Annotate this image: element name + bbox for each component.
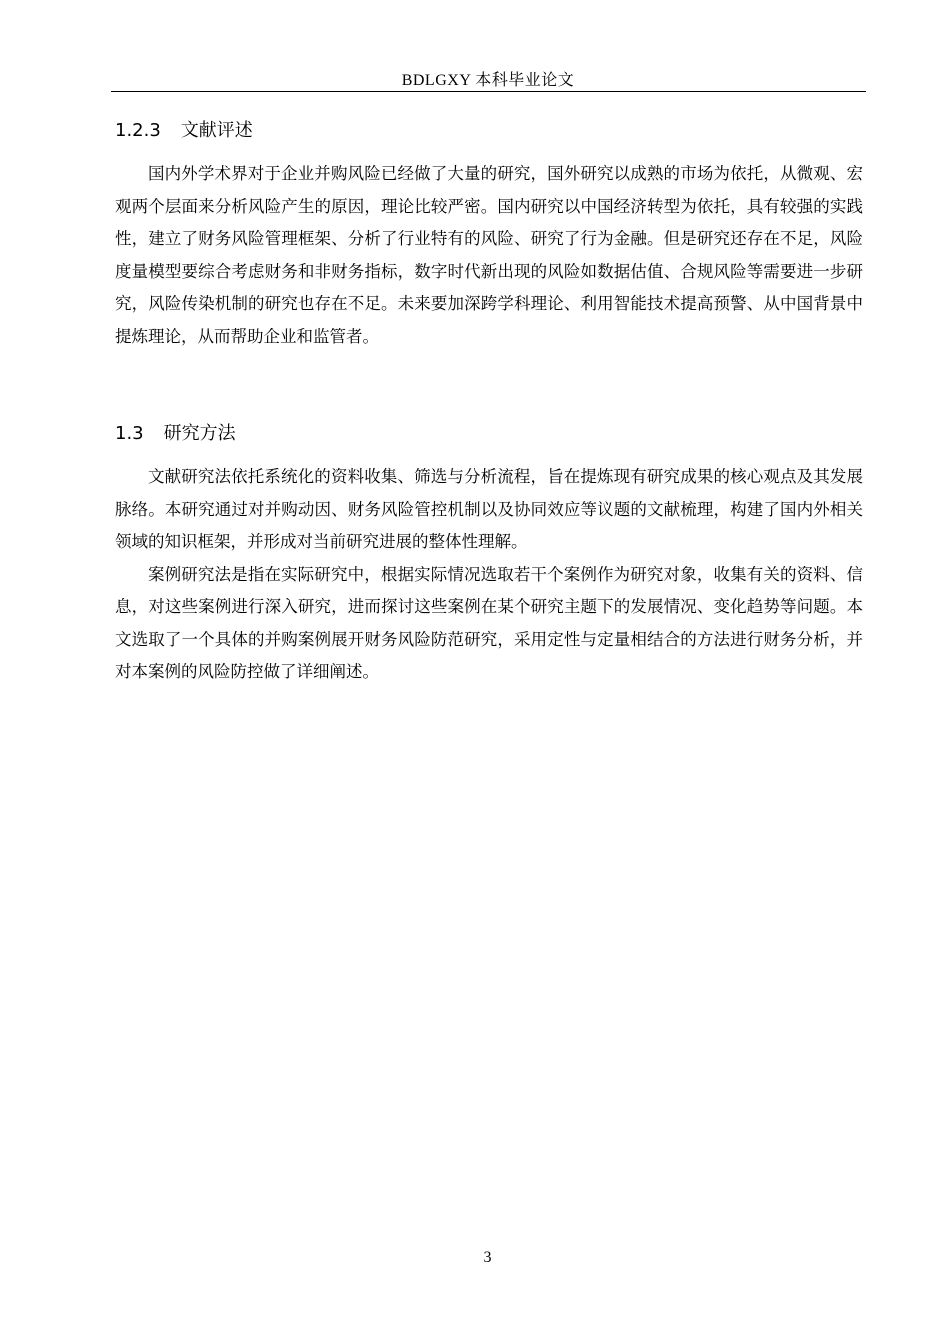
section-title: 研究方法 [163,423,236,444]
section-body-1-2-3 [115,158,863,353]
paragraph: 国内外学术界对于企业并购风险已经做了大量的研究，国外研究以成熟的市场为依托，从微观、宏观两个层面来分析风险产生的原因，理论比较严密。国内研究以中国经济转型为依托，具有较强的实践性，建立了财务风险管理框架、分析了行业特有的风险、研究了行为金融。但是研究还存在不足，风险度量模型要综合考虑财务和非财务指标，数字时代新出现的风险如数据估值、合规风险等需要进一步研究，风险传染机制的研究也存在不足。未来要加深跨学科理论、利用智能技术提高预警、从中国背景中提炼理论，从而帮助企业和监管者。 [115,164,863,346]
paragraph: 文献研究法依托系统化的资料收集、筛选与分析流程，旨在提炼现有研究成果的核心观点及其发展脉络。本研究通过对并购动因、财务风险管控机制以及协同效应等议题的文献梳理，构建了国内外相关领域的知识框架，并形成对当前研究进展的整体性理解。 [115,467,863,551]
page-number: 3 [483,1249,492,1266]
running-header: BDLGXY 本科毕业论文 [401,72,575,89]
section-number: 1.2.3 [115,120,161,141]
header-rule [111,91,866,92]
section-heading-1-2-3 [115,119,253,143]
section-number: 1.3 [115,423,144,444]
section-body-1-3 [115,461,863,689]
section-title: 文献评述 [180,120,253,141]
section-heading-1-3 [115,422,236,446]
paragraph: 案例研究法是指在实际研究中，根据实际情况选取若干个案例作为研究对象，收集有关的资料、信息，对这些案例进行深入研究，进而探讨这些案例在某个研究主题下的发展情况、变化趋势等问题。本文选取了一个具体的并购案例展开财务风险防范研究，采用定性与定量相结合的方法进行财务分析，并对本案例的风险防控做了详细阐述。 [115,564,863,681]
